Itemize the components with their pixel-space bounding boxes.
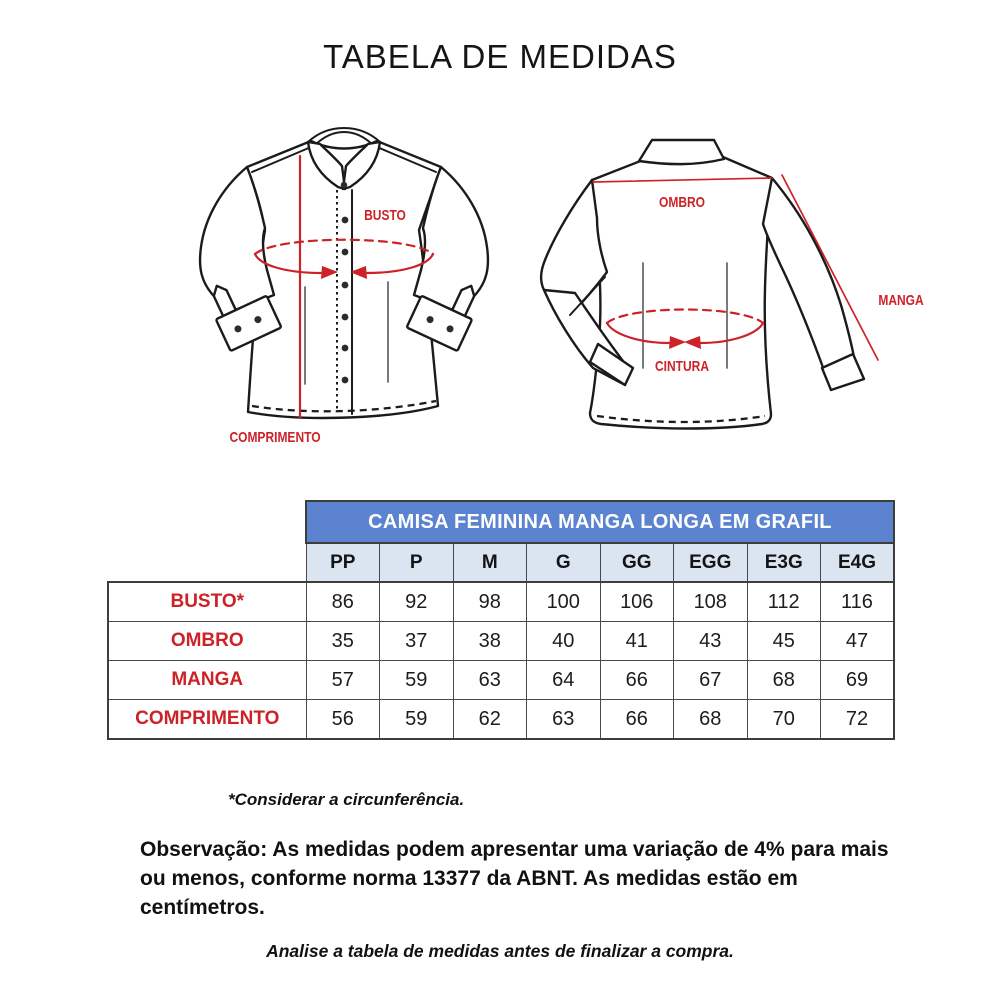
shirt-back-figure [535, 130, 955, 450]
measure-value-cell: 67 [674, 661, 748, 700]
measure-row [108, 622, 894, 661]
measure-row-label: OMBRO [108, 622, 306, 661]
measure-row-label: BUSTO* [108, 582, 306, 622]
asterisk-note: *Considerar a circunferência. [228, 790, 465, 809]
size-column-header: E3G [747, 543, 821, 582]
measure-value-cell: 59 [380, 700, 454, 740]
measure-value-cell: 40 [527, 622, 601, 661]
page-title: TABELA DE MEDIDAS [323, 38, 677, 75]
measure-row-label: MANGA [108, 661, 306, 700]
measure-row [108, 700, 894, 740]
measure-value-cell: 63 [453, 661, 527, 700]
observation-line-2: ou menos, conforme norma 13377 da ABNT. As medidas estão em [140, 867, 798, 890]
table-title-row [108, 501, 894, 543]
measure-value-cell: 69 [821, 661, 895, 700]
shirt-front-figure [170, 122, 510, 452]
observation-line-1: Observação: As medidas podem apresentar uma variação de 4% para mais [140, 838, 889, 861]
measure-value-cell: 92 [380, 582, 454, 622]
measure-value-cell: 70 [747, 700, 821, 740]
measure-value-cell: 35 [306, 622, 380, 661]
size-header-row [108, 543, 894, 582]
table-blank-corner [108, 501, 306, 543]
measure-value-cell: 98 [453, 582, 527, 622]
measure-value-cell: 108 [674, 582, 748, 622]
size-column-header: PP [306, 543, 380, 582]
measure-value-cell: 116 [821, 582, 895, 622]
shirt-back-diagram [535, 130, 955, 450]
size-table [107, 500, 895, 740]
back-shirt-outline [541, 140, 864, 429]
comprimento-label: COMPRIMENTO [229, 429, 321, 446]
size-column-header: GG [600, 543, 674, 582]
measure-value-cell: 43 [674, 622, 748, 661]
manga-label: MANGA [878, 292, 924, 309]
shirt-front-diagram [170, 122, 510, 452]
measure-value-cell: 112 [747, 582, 821, 622]
ombro-label: OMBRO [659, 194, 705, 211]
measure-value-cell: 56 [306, 700, 380, 740]
measure-value-cell: 100 [527, 582, 601, 622]
measure-value-cell: 62 [453, 700, 527, 740]
final-note: Analise a tabela de medidas antes de finalizar a compra. [266, 941, 734, 961]
measure-value-cell: 66 [600, 700, 674, 740]
measure-value-cell: 66 [600, 661, 674, 700]
table-blank-corner [108, 543, 306, 582]
measure-value-cell: 64 [527, 661, 601, 700]
measure-row-label: COMPRIMENTO [108, 700, 306, 740]
observation-line-3: centímetros. [140, 896, 265, 919]
measure-value-cell: 106 [600, 582, 674, 622]
measure-row [108, 582, 894, 622]
busto-label: BUSTO [364, 207, 406, 224]
measure-value-cell: 72 [821, 700, 895, 740]
cintura-label: CINTURA [655, 358, 709, 375]
size-column-header: P [380, 543, 454, 582]
measure-value-cell: 86 [306, 582, 380, 622]
observation-note [140, 835, 889, 922]
size-column-header: G [527, 543, 601, 582]
measure-value-cell: 57 [306, 661, 380, 700]
measure-value-cell: 59 [380, 661, 454, 700]
table-title-cell: CAMISA FEMININA MANGA LONGA EM GRAFIL [306, 501, 894, 543]
front-shirt-outline [200, 128, 488, 418]
measure-value-cell: 47 [821, 622, 895, 661]
measure-value-cell: 45 [747, 622, 821, 661]
size-column-header: M [453, 543, 527, 582]
measure-value-cell: 37 [380, 622, 454, 661]
measure-value-cell: 68 [674, 700, 748, 740]
size-column-header: EGG [674, 543, 748, 582]
measure-row [108, 661, 894, 700]
measure-value-cell: 38 [453, 622, 527, 661]
measure-value-cell: 63 [527, 700, 601, 740]
size-column-header: E4G [821, 543, 895, 582]
measure-value-cell: 41 [600, 622, 674, 661]
measure-value-cell: 68 [747, 661, 821, 700]
